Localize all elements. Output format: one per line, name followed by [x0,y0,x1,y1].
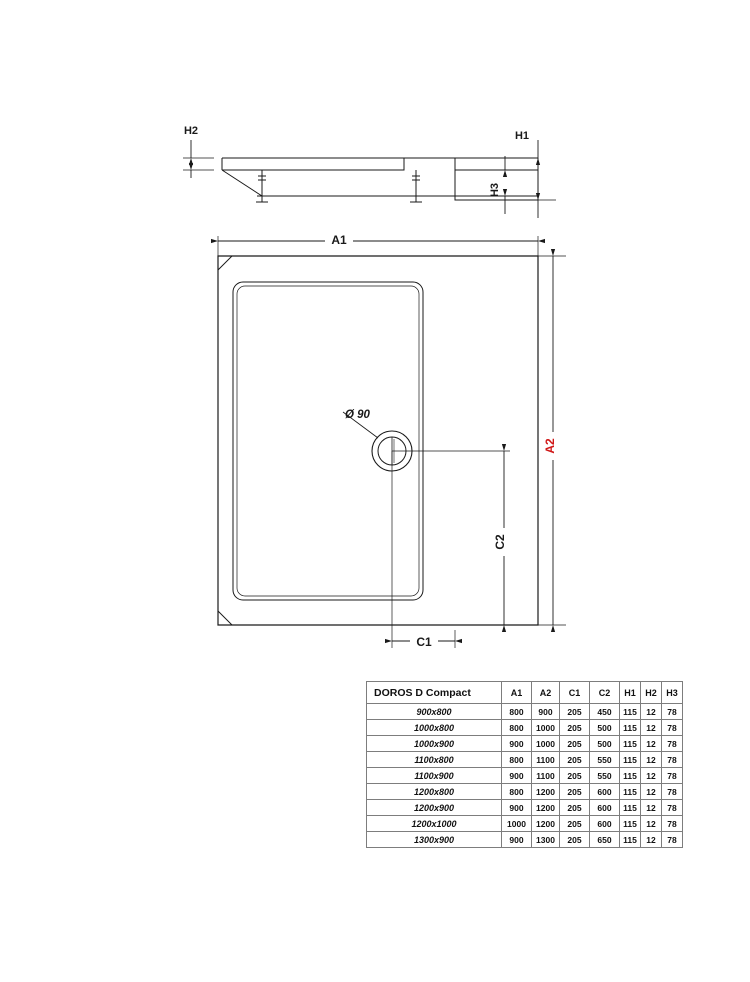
row-h3: 78 [662,800,683,816]
row-c1: 205 [560,720,590,736]
row-c1: 205 [560,704,590,720]
column-header-h2: H2 [641,682,662,704]
row-h2: 12 [641,832,662,848]
dimension-c2 [392,451,512,625]
row-h3: 78 [662,816,683,832]
row-h2: 12 [641,720,662,736]
row-h1: 115 [620,784,641,800]
label-a2: A2 [543,438,557,454]
table-row [367,736,683,752]
row-c2: 550 [590,768,620,784]
label-a1: A1 [331,233,347,247]
row-h3: 78 [662,736,683,752]
row-size: 1200x900 [367,800,502,816]
dimension-a2 [538,256,566,625]
dimension-h3 [489,156,505,214]
table-body [367,704,683,848]
table-title: DOROS D Compact [367,682,502,704]
column-header-c1: C1 [560,682,590,704]
label-c2: C2 [493,534,507,550]
column-header-a1: A1 [502,682,532,704]
column-header-a2: A2 [532,682,560,704]
row-a2: 1200 [532,800,560,816]
row-h3: 78 [662,752,683,768]
row-a1: 900 [502,832,532,848]
dimension-h2 [183,125,214,178]
row-a2: 1300 [532,832,560,848]
label-h2: H2 [183,125,199,137]
label-h3: H3 [489,182,501,198]
table-row [367,784,683,800]
row-h1: 115 [620,720,641,736]
row-h2: 12 [641,736,662,752]
row-size: 1100x900 [367,768,502,784]
row-h1: 115 [620,832,641,848]
row-a2: 1200 [532,784,560,800]
row-a2: 1200 [532,816,560,832]
row-c2: 600 [590,816,620,832]
row-a2: 1100 [532,752,560,768]
row-c2: 450 [590,704,620,720]
dimension-a1 [218,232,538,258]
table-row [367,768,683,784]
table-row [367,832,683,848]
row-a1: 900 [502,800,532,816]
row-h1: 115 [620,752,641,768]
column-header-c2: C2 [590,682,620,704]
table-header-row [367,682,683,704]
row-h3: 78 [662,784,683,800]
row-c2: 500 [590,736,620,752]
row-c2: 500 [590,720,620,736]
row-a2: 900 [532,704,560,720]
row-size: 1000x900 [367,736,502,752]
column-header-h3: H3 [662,682,683,704]
row-h2: 12 [641,752,662,768]
row-a1: 900 [502,768,532,784]
dimension-h1 [515,130,556,218]
row-size: 1000x800 [367,720,502,736]
row-c2: 550 [590,752,620,768]
row-c2: 600 [590,800,620,816]
table-row [367,752,683,768]
row-c1: 205 [560,752,590,768]
row-h3: 78 [662,704,683,720]
row-h2: 12 [641,784,662,800]
row-c1: 205 [560,736,590,752]
row-a1: 800 [502,704,532,720]
row-a1: 1000 [502,816,532,832]
row-c1: 205 [560,816,590,832]
row-size: 1100x800 [367,752,502,768]
column-header-h1: H1 [620,682,641,704]
row-c2: 600 [590,784,620,800]
table-row [367,816,683,832]
plan-view [218,256,538,625]
label-h1: H1 [514,130,530,142]
row-h1: 115 [620,816,641,832]
row-h1: 115 [620,704,641,720]
row-a1: 800 [502,784,532,800]
row-c2: 650 [590,832,620,848]
row-h2: 12 [641,816,662,832]
specification-table [366,681,683,848]
row-h2: 12 [641,768,662,784]
label-drain-diameter: Ø 90 [345,409,370,421]
row-size: 1200x800 [367,784,502,800]
row-h1: 115 [620,768,641,784]
row-a2: 1000 [532,720,560,736]
row-c1: 205 [560,768,590,784]
row-size: 1200x1000 [367,816,502,832]
row-h3: 78 [662,768,683,784]
row-h3: 78 [662,720,683,736]
label-c1: C1 [416,635,432,649]
row-size: 900x800 [367,704,502,720]
row-h1: 115 [620,736,641,752]
row-c1: 205 [560,832,590,848]
table-row [367,800,683,816]
row-h3: 78 [662,832,683,848]
row-size: 1300x900 [367,832,502,848]
row-a2: 1100 [532,768,560,784]
row-h2: 12 [641,704,662,720]
table-row [367,704,683,720]
row-a1: 800 [502,752,532,768]
row-h1: 115 [620,800,641,816]
row-c1: 205 [560,784,590,800]
row-a1: 900 [502,736,532,752]
row-c1: 205 [560,800,590,816]
row-h2: 12 [641,800,662,816]
row-a1: 800 [502,720,532,736]
row-a2: 1000 [532,736,560,752]
table-row [367,720,683,736]
